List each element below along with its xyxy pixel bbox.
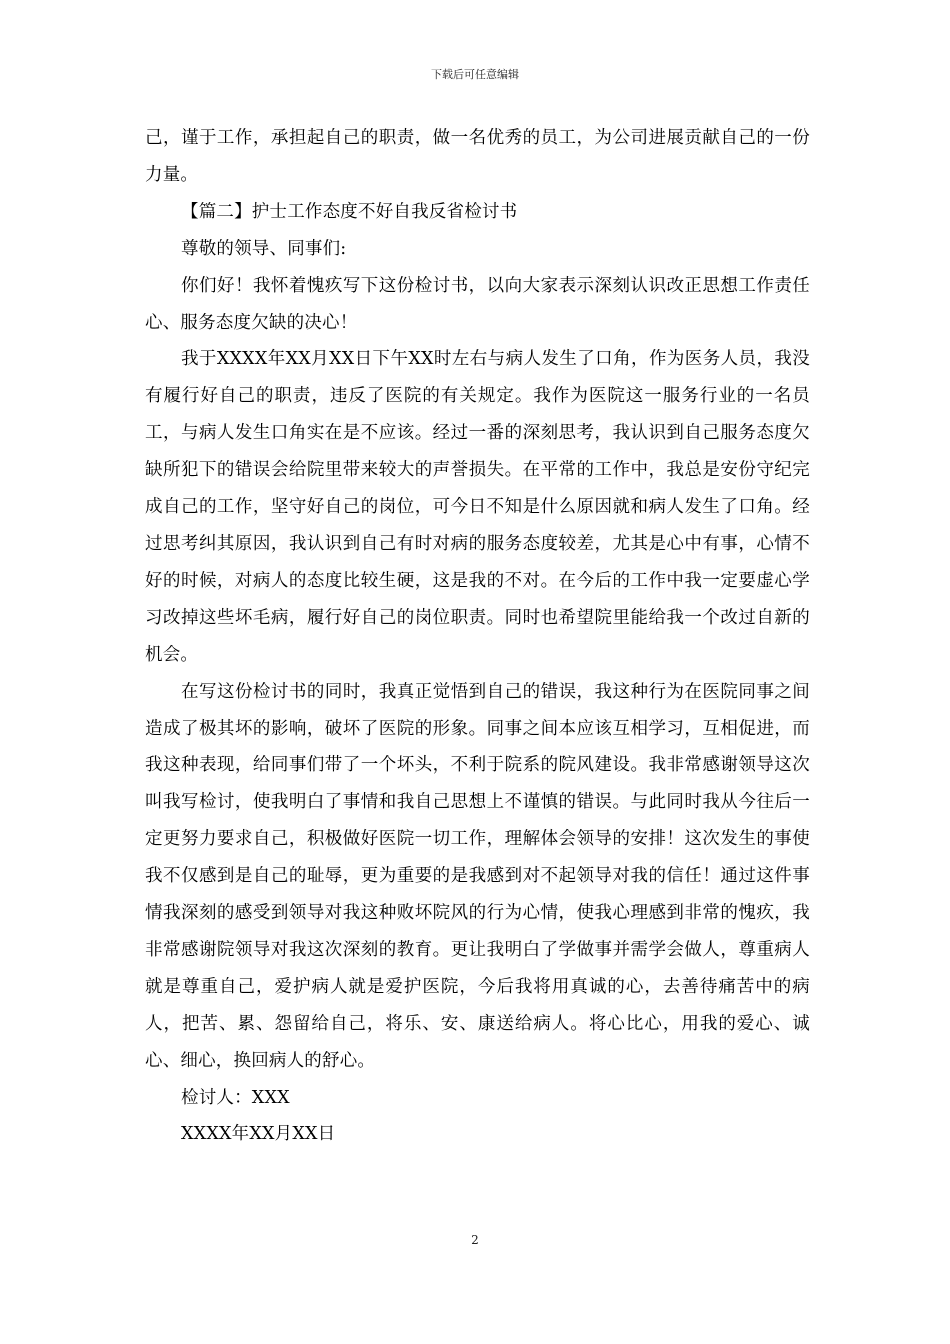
section-heading: 【篇二】护士工作态度不好自我反省检讨书 [181,201,518,222]
paragraph-incident: 我于XXXX年XX月XX日下午XX时左右与病人发生了口角，作为医务人员，我没有履行好自己的职责，违反了医院的有关规定。我作为医院这一服务行业的一名员工，与病人发生口角实在是不应该。经过一番的深刻思考，我认识到自己服务态度欠缺所犯下的错误会给院里带来较大的声誉损失。在平常的工作中，我总是安份守纪完成自己的工作，坚守好自己的岗位，可今日不知是什么原因就和病人发生了口角。经过思考纠其原因，我认识到自己有时对病的服务态度较差，尤其是心中有事，心情不好的时候，对病人的态度比较生硬，这是我的不对。在今后的工作中我一定要虚心学习改掉这些坏毛病，履行好自己的岗位职责。同时也希望院里能给我一个改过自新的机会。 [145,349,810,665]
page-header-note: 下载后可任意编辑 [431,68,519,81]
page-number: 2 [471,1233,479,1247]
document-body [145,120,810,1153]
signature-date: XXXX年XX月XX日 [181,1124,336,1145]
paragraph-reflection: 在写这份检讨书的同时，我真正觉悟到自己的错误，我这种行为在医院同事之间造成了极其坏的影响，破坏了医院的形象。同事之间本应该互相学习，互相促进，而我这种表现，给同事们带了一个坏头，不利于院系的院风建设。我非常感谢领导这次叫我写检讨，使我明白了事情和我自己思想上不谨慎的错误。与此同时我从今往后一定更努力要求自己，积极做好医院一切工作，理解体会领导的安排！这次发生的事使我不仅感到是自己的耻辱，更为重要的是我感到对不起领导对我的信任！通过这件事情我深刻的感受到领导对我这种败坏院风的行为心情，使我心理感到非常的愧疚，我非常感谢院领导对我这次深刻的教育。更让我明白了学做事并需学会做人，尊重病人就是尊重自己，爱护病人就是爱护医院，今后我将用真诚的心，去善待痛苦中的病人，把苦、累、怨留给自己，将乐、安、康送给病人。将心比心，用我的爱心、诚心、细心，换回病人的舒心。 [145,681,810,1071]
paragraph-greeting: 你们好！我怀着愧疚写下这份检讨书，以向大家表示深刻认识改正思想工作责任心、服务态度欠缺的决心！ [145,275,810,333]
paragraph-continuation: 己，谨于工作，承担起自己的职责，做一名优秀的员工，为公司进展贡献自己的一份力量。 [145,128,810,185]
signature-name: 检讨人：XXX [181,1087,290,1108]
salutation: 尊敬的领导、同事们: [181,238,347,259]
